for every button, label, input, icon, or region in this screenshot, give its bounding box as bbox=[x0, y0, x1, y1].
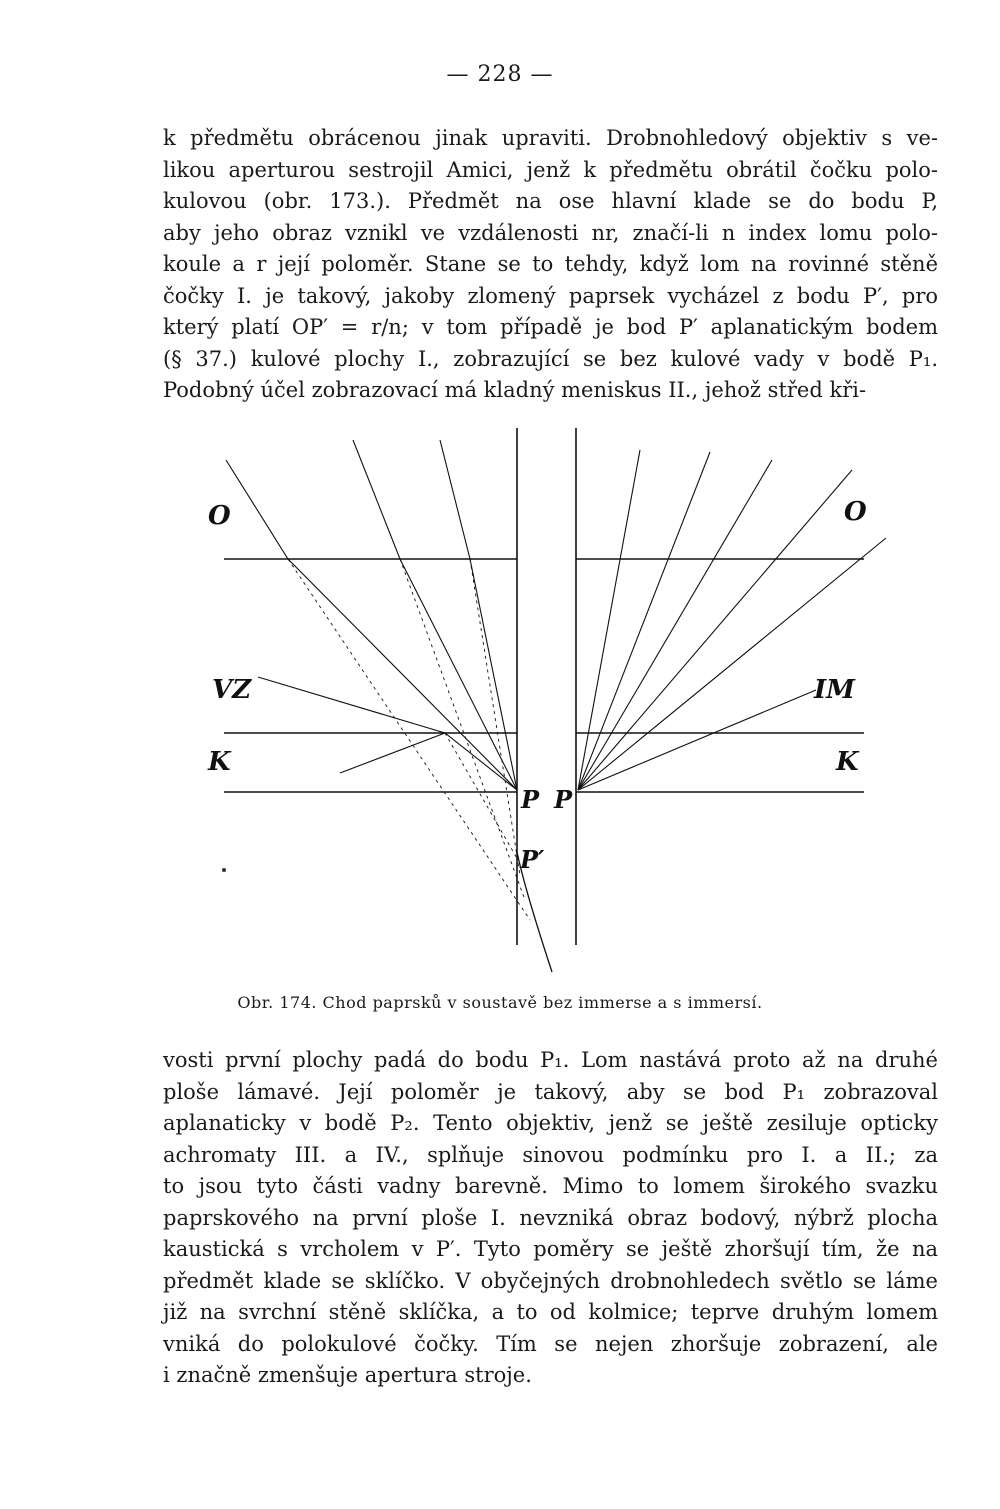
text-line: předmět klade se sklíčko. V obyčejných drobnohledech světlo se láme bbox=[163, 1268, 938, 1293]
text-line: koule a r její poloměr. Stane se to tehdy, když lom na rovinné stěně bbox=[163, 252, 938, 276]
text-line: kulovou (obr. 173.). Předmět na ose hlavní klade se do bodu P, bbox=[163, 189, 938, 213]
paragraph-2 bbox=[163, 1045, 938, 1392]
paragraph-1 bbox=[163, 123, 938, 407]
label-k-right: K bbox=[836, 747, 859, 777]
label-vz: VZ bbox=[212, 675, 252, 705]
dashed-ray-1 bbox=[288, 559, 530, 920]
text-line: Podobný účel zobrazovací má kladný meniskus II., jehož střed kři- bbox=[163, 378, 867, 402]
ray-diagram bbox=[200, 420, 890, 990]
ray-right-4 bbox=[578, 470, 852, 790]
text-line: aplanaticky v bodě P₂. Tento objektiv, jenž se ještě zesiluje opticky bbox=[163, 1111, 938, 1135]
left-rays bbox=[226, 440, 517, 790]
text-line: který platí OP′ = r/n; v tom případě je bod P′ aplanatickým bodem bbox=[163, 315, 938, 339]
text-line: i značně zmenšuje apertura stroje. bbox=[163, 1363, 532, 1387]
ray-right-3 bbox=[578, 460, 772, 790]
ray-right-6 bbox=[578, 690, 816, 790]
label-im: IM bbox=[814, 675, 855, 705]
ray-left-1 bbox=[226, 460, 517, 790]
text-line: k předmětu obrácenou jinak upraviti. Drobnohledový objektiv s ve- bbox=[163, 126, 938, 150]
page-number: — 228 — bbox=[446, 62, 554, 87]
label-p-prime: P′ bbox=[520, 845, 545, 874]
label-k-left: K bbox=[208, 747, 231, 777]
ray-left-k bbox=[340, 733, 445, 773]
text-line: kaustická s vrcholem v P′. Tyto poměry se ještě zhoršují tím, že na bbox=[163, 1237, 938, 1261]
dashed-ray-3 bbox=[470, 559, 520, 875]
right-rays bbox=[578, 450, 886, 790]
text-line: již na svrchní stěně sklíčka, a to od kolmice; teprve druhým lomem bbox=[163, 1300, 938, 1324]
text-line: paprskového na první ploše I. nevzniká obraz bodový, nýbrž plocha bbox=[163, 1205, 938, 1230]
text-line: vosti první plochy padá do bodu P₁. Lom nastává proto až na druhé bbox=[163, 1048, 938, 1072]
text-line: čočky I. je takový, jakoby zlomený paprsek vycházel z bodu P′, pro bbox=[163, 283, 938, 308]
figure-174-ray-diagram bbox=[200, 420, 890, 990]
ray-right-2 bbox=[578, 452, 710, 790]
text-line: likou aperturou sestrojil Amici, jenž k předmětu obrátil čočku polo- bbox=[163, 157, 938, 182]
text-line: ploše lámavé. Její poloměr je takový, aby se bod P₁ zobrazoval bbox=[163, 1079, 938, 1104]
label-p-right: P bbox=[554, 785, 573, 814]
text-line: aby jeho obraz vznikl ve vzdálenosti nr, značí-li n index lomu polo- bbox=[163, 220, 938, 245]
left-dashed-rays bbox=[288, 559, 530, 920]
dashed-ray-4 bbox=[445, 733, 518, 860]
text-line: vniká do polokulové čočky. Tím se nejen zhoršuje zobrazení, ale bbox=[163, 1331, 938, 1356]
label-o-left: O bbox=[208, 501, 231, 531]
ray-right-1 bbox=[578, 450, 640, 790]
text-line: achromaty III. a IV., splňuje sinovou podmínku pro I. a II.; za bbox=[163, 1142, 938, 1167]
ray-left-2 bbox=[353, 440, 517, 790]
text-line: (§ 37.) kulové plochy I., zobrazující se bez kulové vady v bodě P₁. bbox=[163, 346, 938, 371]
figure-caption: Obr. 174. Chod paprsků v soustavě bez immerse a s immersí. bbox=[237, 993, 763, 1012]
stray-dot bbox=[222, 868, 226, 872]
label-p-left: P bbox=[521, 785, 540, 814]
text-line: to jsou tyto části vadny barevně. Mimo to lomem širokého svazku bbox=[163, 1174, 938, 1198]
label-o-right: O bbox=[844, 497, 867, 527]
dashed-ray-2 bbox=[400, 559, 525, 900]
